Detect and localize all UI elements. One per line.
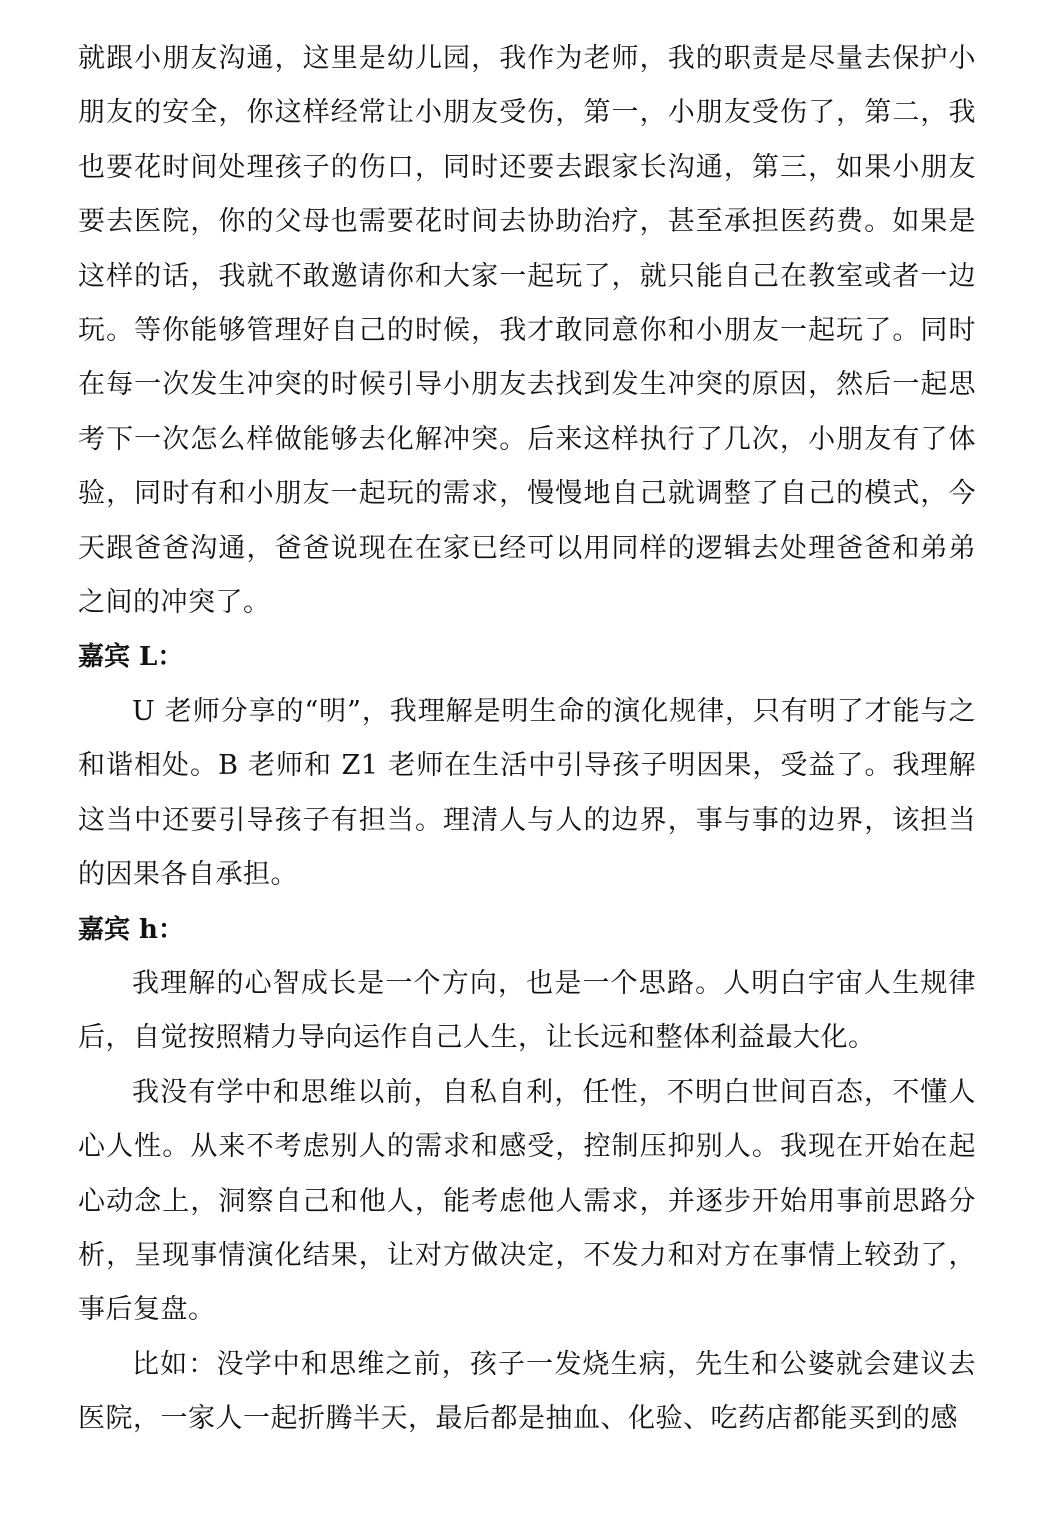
speaker-h-paragraph-3: 比如：没学中和思维之前，孩子一发烧生病，先生和公婆就会建议去医院，一家人一起折腾半天，最后都是抽血、化验、吃药店都能买到的感	[78, 1348, 976, 1435]
speaker-h-paragraph-2: 我没有学中和思维以前，自私自利，任性，不明白世间百态，不懂人心人性。从来不考虑别人的需求和感受，控制压抑别人。我现在开始在起心动念上，洞察自己和他人，能考虑他人需求，并逐步开始用事前思路分析，呈现事情演化结果，让对方做决定，不发力和对方在事情上较劲了，事后复盘。	[78, 1076, 976, 1326]
speaker-l-heading: 嘉宾 L：	[78, 642, 184, 673]
speaker-l-paragraph: U 老师分享的“明”，我理解是明生命的演化规律，只有明了才能与之和谐相处。B 老师和 Z1 老师在生活中引导孩子明因果，受益了。我理解这当中还要引导孩子有担当。理清人与人的边界，事与事的边界，该担当的因果各自承担。	[78, 695, 976, 891]
document-page	[78, 32, 976, 1447]
speaker-h-heading: 嘉宾 h：	[78, 914, 184, 945]
speaker-h-paragraph-1: 我理解的心智成长是一个方向，也是一个思路。人明白宇宙人生规律后，自觉按照精力导向运作自己人生，让长远和整体利益最大化。	[78, 967, 976, 1054]
intro-paragraph: 就跟小朋友沟通，这里是幼儿园，我作为老师，我的职责是尽量去保护小朋友的安全，你这样经常让小朋友受伤，第一，小朋友受伤了，第二，我也要花时间处理孩子的伤口，同时还要去跟家长沟通，第三，如果小朋友要去医院，你的父母也需要花时间去协助治疗，甚至承担医药费。如果是这样的话，我就不敢邀请你和大家一起玩了，就只能自己在教室或者一边玩。等你能够管理好自己的时候，我才敢同意你和小朋友一起玩了。同时在每一次发生冲突的时候引导小朋友去找到发生冲突的原因，然后一起思考下一次怎么样做能够去化解冲突。后来这样执行了几次，小朋友有了体验，同时有和小朋友一起玩的需求，慢慢地自己就调整了自己的模式，今天跟爸爸沟通，爸爸说现在在家已经可以用同样的逻辑去处理爸爸和弟弟之间的冲突了。	[78, 43, 976, 619]
